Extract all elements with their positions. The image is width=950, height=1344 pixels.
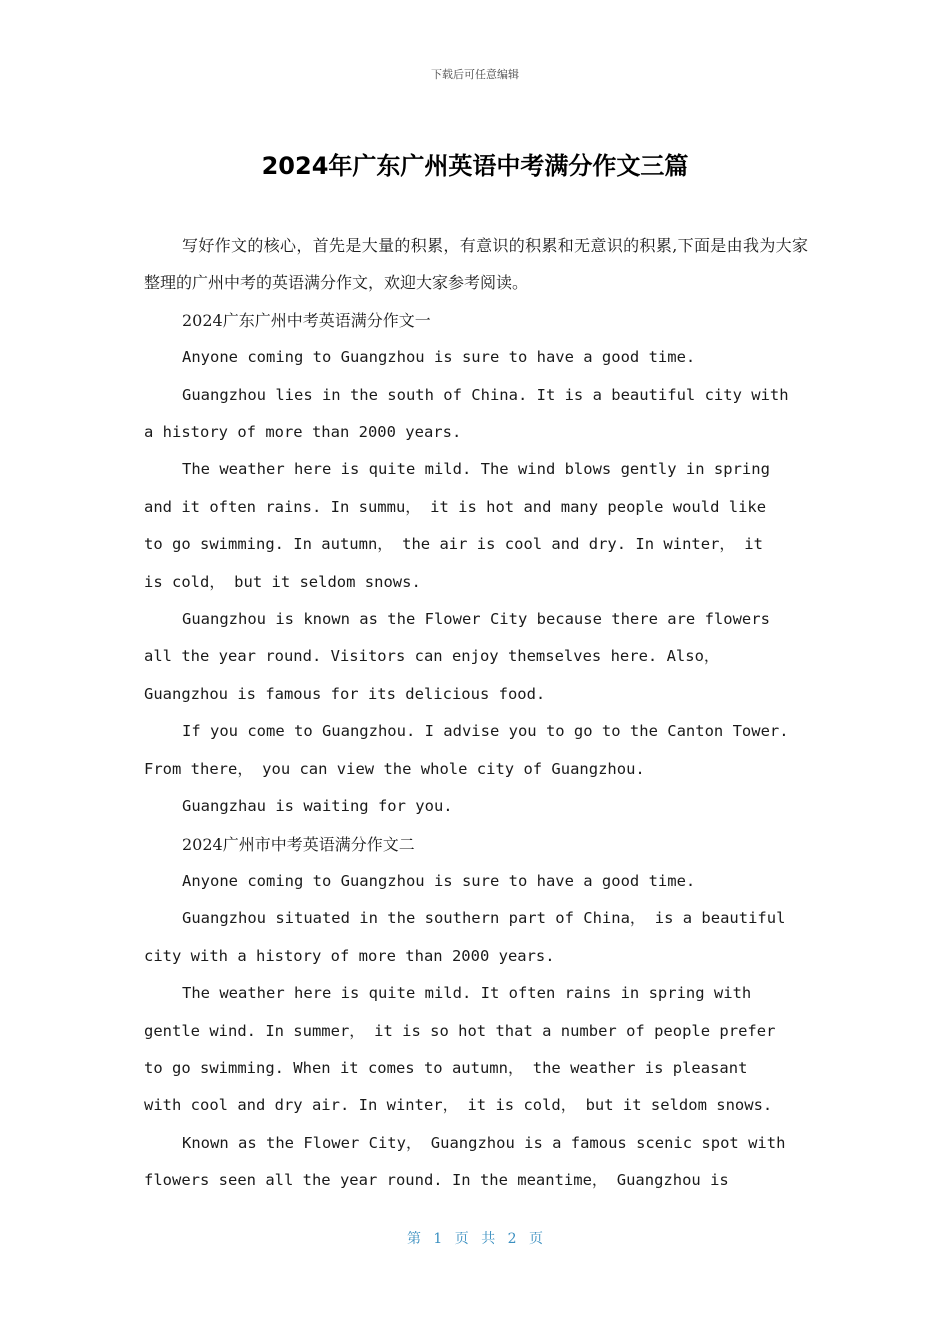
page-header: 下载后可任意编辑: [431, 68, 519, 81]
paragraph: Guangzhau is waiting for you.: [182, 797, 453, 816]
paragraph: Known as the Flower City， Guangzhou is a famous scenic spot with flowers seen all the year round. In the meantime， Guangzhou is: [144, 1133, 786, 1190]
paragraph: The weather here is quite mild. The wind blows gently in spring and it often rains. In summu， it is hot and many people would like to go swimming. In autumn， the air is cool and dry. In winter， it is cold， but it seldom snows.: [144, 460, 770, 591]
paragraph: If you come to Guangzhou. I advise you to go to the Canton Tower. From there， you can view the whole city of Guangzhou.: [144, 722, 789, 778]
section-heading-one: 2024广东广州中考英语满分作文一: [182, 310, 431, 330]
paragraph-intro: 写好作文的核心，首先是大量的积累，有意识的积累和无意识的积累,下面是由我为大家整理的广州中考的英语满分作文，欢迎大家参考阅读。: [144, 236, 808, 293]
section-heading-two: 2024广州市中考英语满分作文二: [182, 834, 415, 854]
paragraph: Guangzhou situated in the southern part of China， is a beautiful city with a history of more than 2000 years.: [144, 909, 786, 965]
document-title: 2024年广东广州英语中考满分作文三篇: [261, 152, 689, 180]
document-body: [144, 227, 808, 1200]
paragraph: Anyone coming to Guangzhou is sure to have a good time.: [182, 871, 696, 890]
paragraph: Guangzhou is known as the Flower City because there are flowers all the year round. Visitors can enjoy themselves here. Also， Guangzhou is famous for its delicious food.: [144, 610, 770, 703]
paragraph: The weather here is quite mild. It often rains in spring with gentle wind. In summer， it is so hot that a number of people prefer to go swimming. When it comes to autumn， the weather is pleasant with cool and dry air. In winter， it is cold， but it seldom snows.: [144, 984, 776, 1115]
paragraph: Anyone coming to Guangzhou is sure to have a good time.: [182, 348, 696, 367]
page-footer: 第 1 页 共 2 页: [406, 1231, 544, 1247]
paragraph: Guangzhou lies in the south of China. It is a beautiful city with a history of more than 2000 years.: [144, 385, 789, 442]
